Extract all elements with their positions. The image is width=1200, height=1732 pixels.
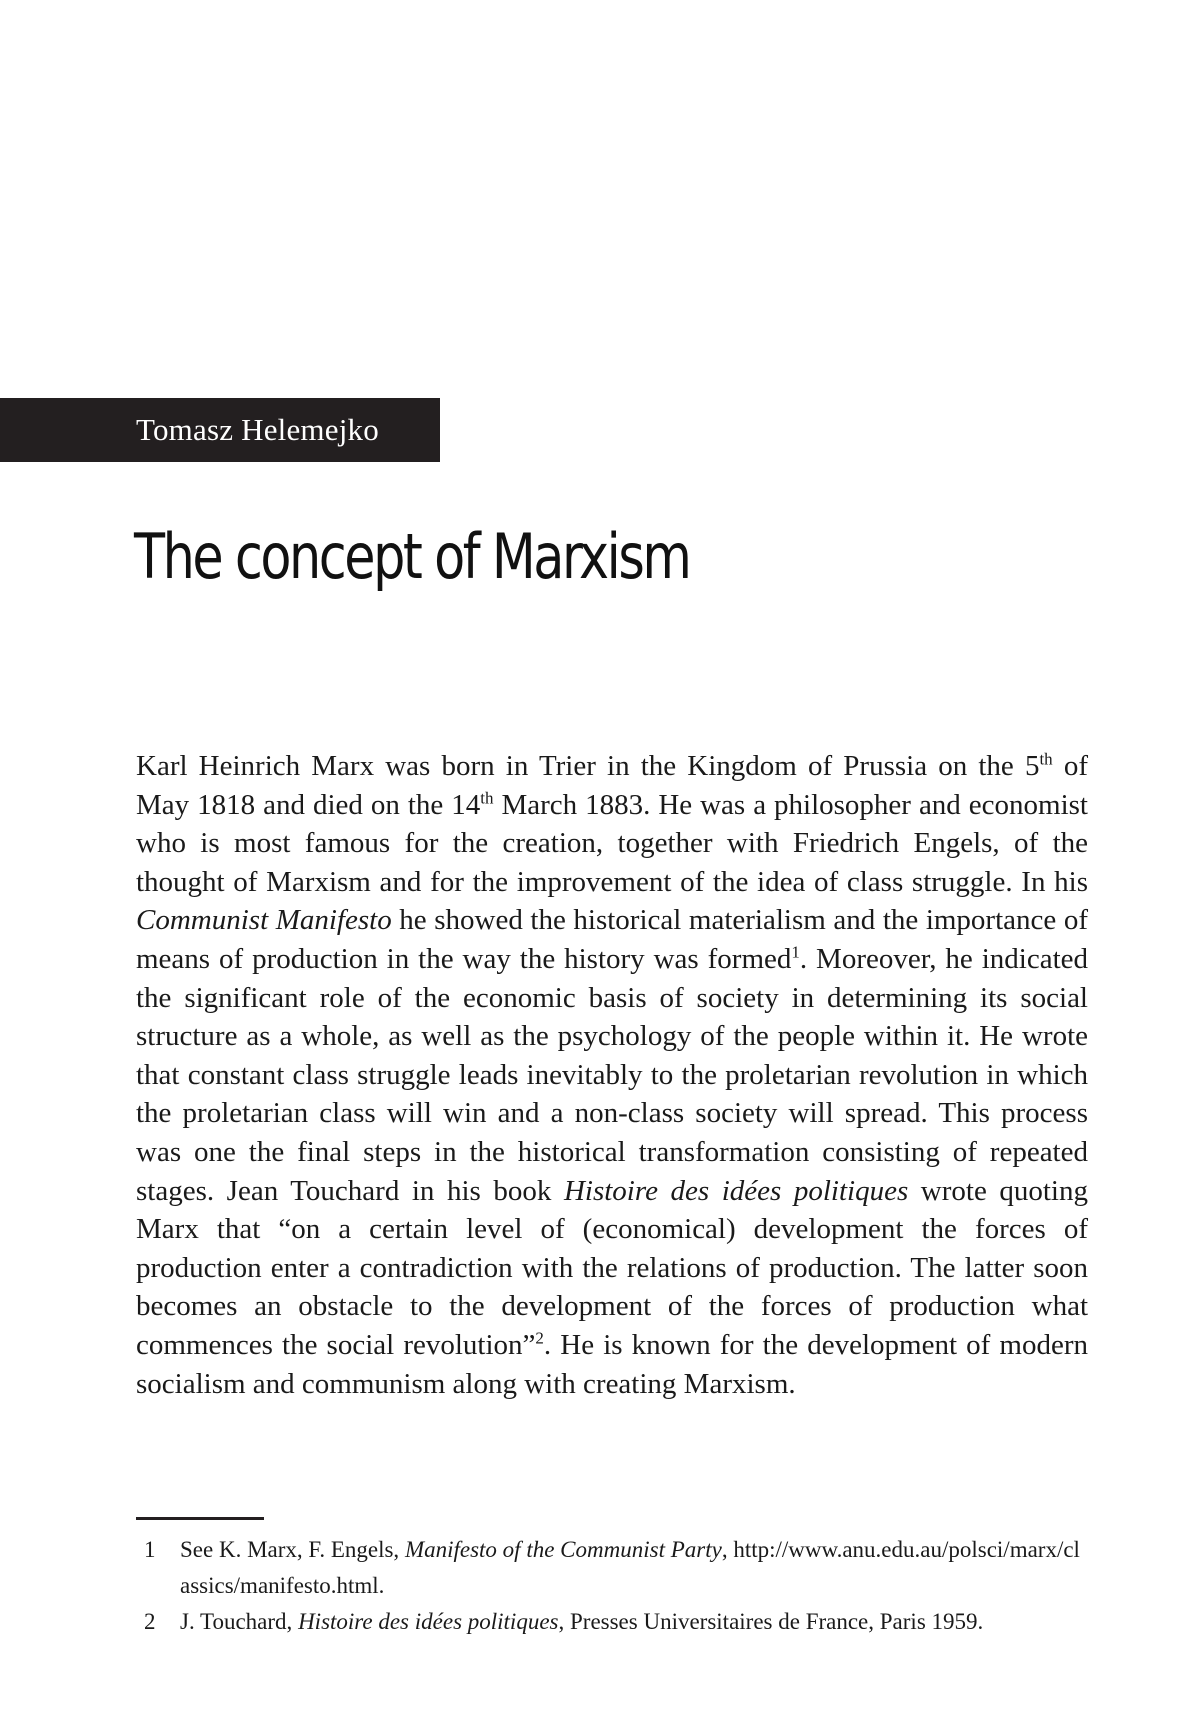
footnote-url[interactable]: , http://www.anu.edu.au/polsci/marx/classics/manifesto.html. [180, 1537, 1080, 1598]
ordinal-suffix: th [1039, 749, 1053, 769]
footnote-text-run: J. Touchard, [180, 1609, 299, 1634]
footnote-reference[interactable]: 1 [791, 942, 800, 962]
italic-book-title: Communist Manifesto [136, 904, 392, 937]
body-text-run: Karl Heinrich Marx was born in Trier in the Kingdom of Prussia on the 5 [136, 750, 1040, 782]
footnote-number: 2 [144, 1609, 156, 1634]
author-banner [0, 398, 440, 462]
footnote-text-run: See K. Marx, F. Engels, [180, 1537, 405, 1562]
body-text-run: wrote quoting Marx that “on a certain level of (economical) development the forces of production enter a contradiction with the relations of production. The latter soon becomes an obstacle to the development of the forces of production what commences the social revolution” [136, 1174, 1088, 1361]
body-text-run: March 1883. He was a philosopher and economist who is most famous for the creation, together with Friedrich Engels, of the thought of Marxism and for the improvement of the idea of class struggle. In his [136, 788, 1088, 898]
body-text-run: of May 1818 and died on the 14 [136, 750, 1088, 821]
footnote-reference[interactable]: 2 [535, 1328, 544, 1348]
footnote-number: 1 [144, 1537, 156, 1562]
body-text-run: he showed the historical materialism and the importance of means of production in the way the history was formed [136, 904, 1088, 975]
italic-book-title: Manifesto of the Communist Party [404, 1537, 722, 1562]
article-title: The concept of Marxism [134, 520, 690, 593]
footnote-text-run: , Presses Universitaires de France, Paris 1959. [558, 1609, 984, 1634]
footnote-text [180, 1604, 1088, 1640]
author-name: Tomasz Helemejko [136, 412, 379, 447]
footnote-divider [136, 1517, 264, 1520]
italic-book-title: Histoire des idées politiques [298, 1609, 559, 1634]
footnote-1 [136, 1532, 1088, 1604]
footnote-2 [136, 1604, 1088, 1640]
footnotes-section [136, 1532, 1088, 1640]
italic-book-title: Histoire des idées politiques [563, 1174, 909, 1207]
body-text-run: . He is known for the development of modern socialism and communism along with creating Marxism. [136, 1328, 1089, 1400]
body-text-run: . Moreover, he indicated the significant role of the economic basis of society in determining its social structure as a whole, as well as the psychology of the people within it. He wrote that constant class struggle leads inevitably to the proletarian revolution in which the proletarian class will win and a non-class society will spread. This process was one the final steps in the historical transformation consisting of repeated stages. Jean Touchard in his book [136, 942, 1089, 1207]
ordinal-suffix: th [480, 787, 494, 807]
body-paragraph [136, 747, 1088, 1403]
footnote-text [180, 1532, 1088, 1604]
